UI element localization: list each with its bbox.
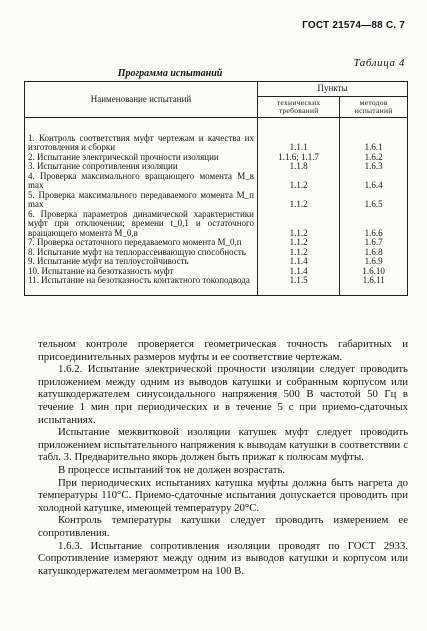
paragraph: Контроль температуры катушки следует проводить измерением ее сопротивления.	[38, 514, 408, 539]
requirements-clause-cell: 1.1.6; 1.1.7	[258, 153, 340, 163]
table-label: Таблица 4	[353, 57, 405, 69]
paragraph: тельном контроле проверяется геометрическая точность габаритных и присоединительных размеров муфты и ее соответствие чертежам.	[38, 338, 408, 363]
test-name-cell: 8. Испытание муфт на теплорассеивающую способность	[25, 248, 258, 258]
test-name-cell: 10. Испытание на безотказность муфт	[25, 267, 258, 277]
methods-clause-cell: 1.6.6	[340, 210, 408, 239]
methods-clause-cell: 1.6.8	[340, 248, 408, 258]
methods-clause-cell: 1.6.1	[340, 117, 408, 153]
requirements-clause-cell: 1.1.2	[258, 191, 340, 210]
requirements-clause-cell: 1.1.4	[258, 257, 340, 267]
column-header-requirements: технических требований	[258, 96, 340, 117]
requirements-clause-cell: 1.1.2	[258, 210, 340, 239]
body-text	[38, 338, 408, 577]
test-name-cell: 7. Проверка остаточного передаваемого момента M_0,п	[25, 238, 258, 248]
paragraph: При периодических испытаниях катушка муфты должна быть нагрета до температуры 110°С. Приемо-сдаточные испытания допускается проводить при холодной катушке, имеющей температуру 20°С.	[38, 476, 408, 514]
requirements-clause-cell: 1.1.2	[258, 248, 340, 258]
test-name-cell: 9. Испытание муфт на теплоустойчивость	[25, 257, 258, 267]
table-row	[25, 210, 408, 239]
test-name-cell: 1. Контроль соответствия муфт чертежам и качества их изготовления и сборки	[25, 117, 258, 153]
column-header-methods: методов испытаний	[340, 96, 408, 117]
paragraph: В процессе испытаний ток не должен возрастать.	[58, 463, 286, 476]
test-name-cell: 4. Проверка максимального вращающего момента M_в max	[25, 172, 258, 191]
paragraph: 1.6.3. Испытание сопротивления изоляции проводят по ГОСТ 2933. Сопротивление измеряют между одним из выводов катушки и корпусом или катушкодержателем мегаомметром на 100 В.	[38, 539, 408, 577]
methods-clause-cell: 1.6.3	[340, 162, 408, 172]
requirements-clause-cell: 1.1.2	[258, 172, 340, 191]
table-row	[25, 172, 408, 191]
table-row	[25, 276, 408, 295]
column-header-group: Пункты	[258, 82, 408, 97]
test-name-cell: 11. Испытание на безотказность контактного токоподвода	[25, 276, 258, 295]
requirements-clause-cell: 1.1.5	[258, 276, 340, 295]
table-row	[25, 191, 408, 210]
methods-clause-cell: 1.6.11	[340, 276, 408, 295]
methods-clause-cell: 1.6.2	[340, 153, 408, 163]
methods-clause-cell: 1.6.9	[340, 257, 408, 267]
methods-clause-cell: 1.6.5	[340, 191, 408, 210]
column-header-name: Наименование испытаний	[25, 82, 258, 118]
requirements-clause-cell: 1.1.8	[258, 162, 340, 172]
table-row	[25, 117, 408, 153]
table-body	[25, 117, 408, 295]
requirements-clause-cell: 1.1.1	[258, 117, 340, 153]
requirements-clause-cell: 1.1.2	[258, 238, 340, 248]
test-name-cell: 3. Испытание сопротивления изоляции	[25, 162, 258, 172]
table-title: Программа испытаний	[117, 68, 223, 79]
test-name-cell: 5. Проверка максимального передаваемого момента M_п max	[25, 191, 258, 210]
methods-clause-cell: 1.6.7	[340, 238, 408, 248]
paragraph: 1.6.2. Испытание электрической прочности изоляции следует проводить приложением между одним из выводов катушки и собранным корпусом или катушкодержателем синусоидального напряжения 500 В частотой 50 Гц в течение 1 мин при периодических и в течение 5 с при приемо-сдаточных испытаниях.	[38, 363, 408, 426]
test-name-cell: 2. Испытание электрической прочности изоляции	[25, 153, 258, 163]
paragraph: Испытание межвитковой изоляции катушек муфт следует проводить приложением испытательного напряжения к выводам катушки в соответствии с табл. 3. Предварительно якорь должен быть прижат к полюсам муфты.	[38, 426, 408, 464]
test-program-table	[24, 81, 408, 296]
methods-clause-cell: 1.6.4	[340, 172, 408, 191]
test-name-cell: 6. Проверка параметров динамической характеристики муфт при отключении; времени t_0,1 и остаточного вращающего момента M_0,в	[25, 210, 258, 239]
standard-designation: ГОСТ 21574—88 С. 7	[302, 20, 405, 31]
requirements-clause-cell: 1.1.4	[258, 267, 340, 277]
methods-clause-cell: 1.6.10	[340, 267, 408, 277]
